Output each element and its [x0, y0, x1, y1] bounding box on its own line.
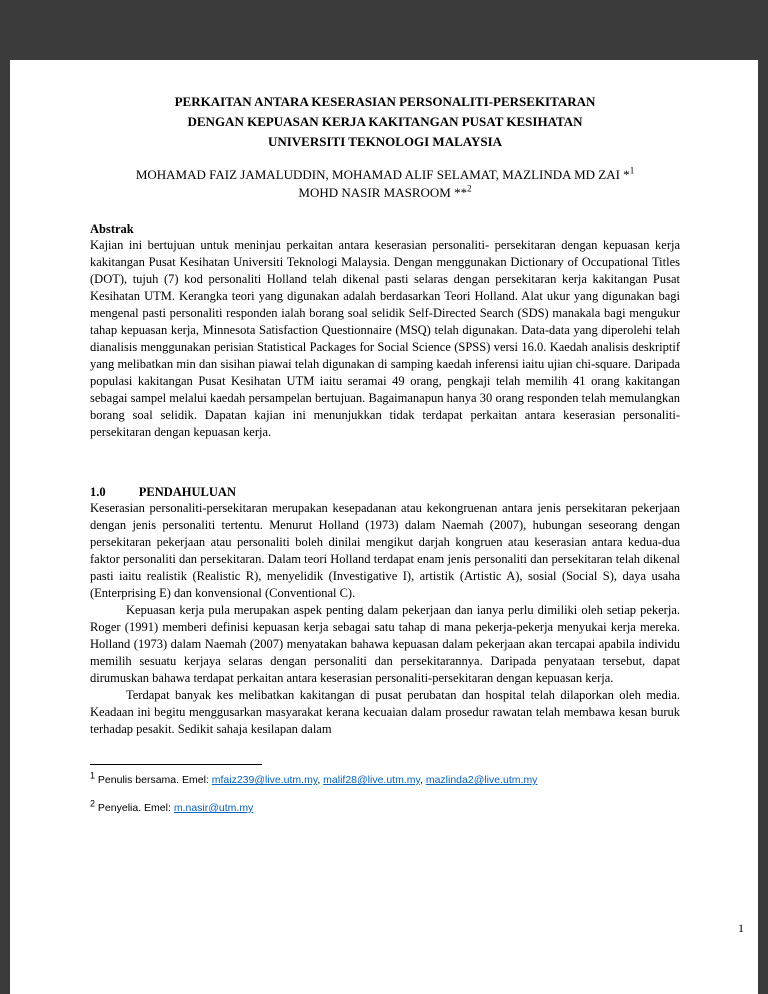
section-number: 1.0 [90, 485, 106, 499]
footnote-separator-rule [90, 764, 262, 765]
footnote-2-email-link-1[interactable]: m.nasir@utm.my [173, 802, 254, 814]
footnote-1 [90, 770, 680, 787]
footnote-2-text: Penyelia. Emel: [95, 802, 174, 814]
footnote-1-separator-2: , [419, 774, 426, 786]
author-line1-footnote-marker: 1 [629, 165, 635, 176]
author-line1 [90, 166, 680, 184]
author-line1-text: MOHAMAD FAIZ JAMALUDDIN, MOHAMAD ALIF SELAMAT, MAZLINDA MD ZAI * [135, 167, 630, 182]
footnote-1-email-link-2[interactable]: malif28@live.utm.my [323, 774, 420, 786]
footnote-1-text: Penulis bersama. Emel: [95, 774, 212, 786]
page-number: 1 [738, 921, 744, 935]
footnote-1-email-link-3[interactable]: mazlinda2@live.utm.my [425, 774, 538, 786]
paper-title [90, 92, 680, 152]
footnote-1-email-link-1[interactable]: mfaiz239@live.utm.my [211, 774, 318, 786]
footnote-2-marker: 2 [90, 798, 96, 809]
paper-title-line1: PERKAITAN ANTARA KESERASIAN PERSONALITI-PERSEKITARAN [174, 94, 596, 109]
abstract-body: Kajian ini bertujuan untuk meninjau perkaitan antara keserasian personaliti- persekitaran dengan kepuasan kerja kakitangan Pusat Kesihatan Universiti Teknologi Malaysia. Dengan menggunakan Dictionary of Occupational Titles (DOT), tujuh (7) kod personaliti Holland telah dikenal pasti selaras dengan persekitaran kerja kakitangan Pusat Kesihatan UTM. Kerangka teori yang digunakan adalah berdasarkan Teori Holland. Alat ukur yang digunakan bagi mengenal pasti personaliti responden ialah borang soal selidik Self-Directed Search (SDS) manakala bagi mengukur tahap kepuasan kerja, Minnesota Satisfaction Questionnaire (MSQ) telah digunakan. Data-data yang diperolehi telah dianalisis menggunakan perisian Statistical Packages for Social Science (SPSS) versi 16.0. Kaedah analisis deskriptif yang melibatkan min dan sisihan piawai telah digunakan di samping kaedah inferensi iaitu ujian chi-square. Daripada populasi kakitangan Pusat Kesihatan UTM iaitu seramai 49 orang, pengkaji telah memilih 41 orang kakitangan sebagai sampel melalui kaedah persampelan bertujuan. Bagaimanapun hanya 30 orang responden telah memulangkan borang soal selidik. Dapatan kajian ini menunjukkan tidak terdapat perkaitan antara keserasian personaliti-persekitaran dengan kepuasan kerja. [90, 238, 680, 439]
author-line2 [90, 184, 680, 202]
section-title: PENDAHULUAN [138, 485, 236, 499]
footnote-1-separator-1: , [317, 774, 324, 786]
section-paragraph-1: Keserasian personaliti-persekitaran merupakan kesepadanan atau kekongruenan antara jenis persekitaran pekerjaan dengan jenis personaliti tertentu. Menurut Holland (1973) dalam Naemah (2007), hubungan seseorang dengan persekitaran pekerjaan atau personaliti boleh dinilai mengikut darjah kongruen atau keserasian antara kedua-dua faktor personaliti dan persekitaran. Dalam teori Holland terdapat enam jenis personaliti dan persekitaran telah dikenal pasti iaitu realistik (Realistic R), menyelidik (Investigative I), artistik (Artistic A), sosial (Social S), daya usaha (Enterprising E) dan konvensional (Conventional C). [90, 501, 680, 600]
footnote-area [90, 764, 680, 815]
paper-title-line2: DENGAN KEPUASAN KERJA KAKITANGAN PUSAT KESIHATAN [187, 114, 583, 129]
section-paragraph-2: Kepuasan kerja pula merupakan aspek penting dalam pekerjaan dan ianya perlu dimiliki oleh setiap pekerja. Roger (1991) memberi definisi kepuasan kerja sebagai satu tahap di mana pekerja-pekerja menyukai kerja mereka. Holland (1973) dalam Naemah (2007) menyatakan bahawa kepuasan dalam pekerjaan akan tercapai apabila individu memilih sesuatu kerjaya selaras dengan personaliti dan persekitarannya. Daripada penyataan tersebut, dapat dirumuskan bahawa terdapat perkaitan antara keserasian personaliti-persekitaran dengan kepuasan kerja. [90, 603, 680, 685]
author-list [90, 166, 680, 202]
document-page [10, 60, 758, 994]
footnote-1-marker: 1 [90, 770, 96, 781]
author-line2-text: MOHD NASIR MASROOM ** [298, 185, 468, 200]
author-line2-footnote-marker: 2 [467, 183, 472, 194]
footnote-2 [90, 798, 680, 815]
section-heading [90, 485, 680, 500]
abstract-heading: Abstrak [90, 222, 134, 236]
paper-title-line3: UNIVERSITI TEKNOLOGI MALAYSIA [267, 134, 503, 149]
section-paragraph-3: Terdapat banyak kes melibatkan kakitangan di pusat perubatan dan hospital telah dilaporkan oleh media. Keadaan ini begitu menggusarkan masyarakat kerana kecuaian dalam prosedur rawatan telah membawa kesan buruk terhadap pesakit. Sedikit sahaja kesilapan dalam [90, 688, 680, 736]
